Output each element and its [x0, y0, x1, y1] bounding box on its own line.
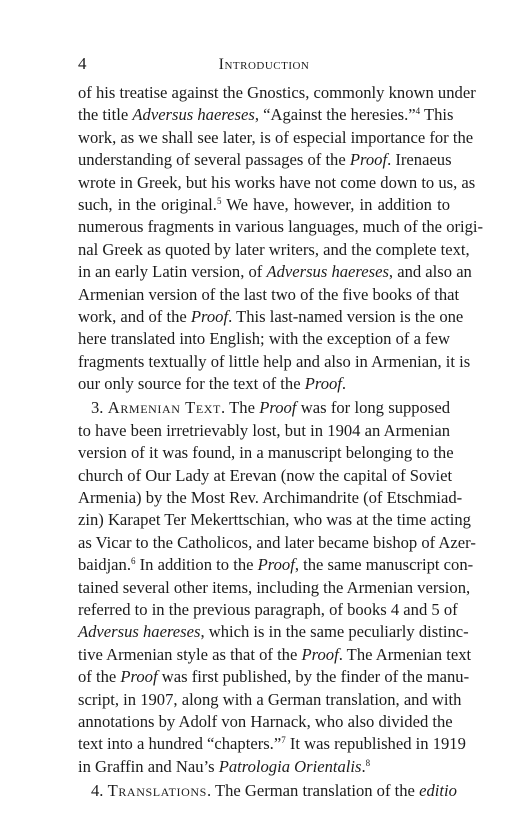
text-run: understanding of several passages of the: [78, 150, 350, 170]
text-run: work, as we shall see later, is of especial importance for the: [78, 127, 474, 147]
text-run: Proof: [301, 644, 339, 664]
text-run: Armenia) by the Most Rev. Archimandrite (of Etschmiad-: [78, 488, 463, 508]
text-run: We have, however, in addition to: [221, 194, 451, 214]
text-run: . Irenaeus: [387, 150, 452, 170]
text-line: [78, 756, 450, 778]
text-line: [78, 644, 472, 666]
text-line: [78, 442, 454, 464]
text-run: in Graffin and Nau’s: [78, 756, 219, 776]
text-line: [78, 733, 466, 755]
text-run: here translated into English; with the exception of a few: [78, 329, 450, 349]
footnote-marker: 4: [415, 106, 421, 117]
text-run: . This last-named version is the one: [228, 306, 464, 326]
text-run: numerous fragments in various languages, much of the origi-: [78, 217, 484, 237]
text-line: [78, 104, 454, 126]
text-run: .: [361, 756, 366, 776]
text-line: [78, 487, 463, 509]
text-run: to have been irretrievably lost, but in 1904 an Armenian: [78, 420, 450, 440]
text-line: [78, 127, 474, 149]
text-line: [78, 420, 450, 442]
text-line: [78, 172, 476, 194]
text-run: annotations by Adolf von Harnack, who also divided the: [78, 711, 453, 731]
page-number: 4: [78, 54, 87, 73]
text-run: version of it was found, in a manuscript belonging to the: [78, 443, 454, 463]
text-run: It was republished in 1919: [285, 734, 466, 754]
text-line: [78, 599, 458, 621]
text-run: Proof: [349, 150, 388, 170]
text-line: [78, 509, 471, 531]
text-run: This: [420, 105, 454, 125]
text-run: Adversus haereses: [132, 105, 255, 125]
text-run: church of Our Lady at Erevan (now the capital of Soviet: [78, 465, 453, 485]
text-line: [78, 373, 450, 395]
text-line: [78, 397, 450, 419]
text-run: of the: [78, 667, 121, 687]
text-run: Proof: [259, 398, 297, 418]
text-run: tive Armenian style as that of the: [78, 644, 302, 664]
text-run: .: [341, 374, 347, 394]
text-run: Proof: [190, 306, 229, 326]
text-line: [78, 194, 450, 216]
footnote-marker: 8: [365, 757, 371, 768]
text-run: fragments textually of little help and also in Armenian, it is: [78, 351, 471, 371]
section-heading: Armenian Text: [107, 398, 221, 418]
text-run: zin) Karapet Ter Mekerttschian, who was at the time acting: [78, 510, 471, 530]
text-line: [78, 621, 469, 643]
text-line: [78, 780, 457, 802]
text-run: , and also an: [388, 262, 472, 282]
text-line: [78, 711, 453, 733]
text-line: [78, 351, 471, 373]
text-run: was first published, by the finder of the manu-: [157, 667, 470, 687]
text-run: in an early Latin version, of: [78, 262, 267, 282]
text-run: In addition to the: [135, 555, 258, 575]
footnote-marker: 5: [216, 195, 222, 206]
text-run: 4.: [91, 781, 108, 801]
text-run: Adversus haereses: [266, 262, 389, 282]
text-line: [78, 82, 476, 104]
text-line: [78, 216, 484, 238]
text-run: our only source for the text of the: [78, 374, 305, 394]
text-run: , the same manuscript con-: [294, 555, 474, 575]
text-run: of his treatise against the Gnostics, commonly known under: [78, 83, 476, 102]
text-run: . The German translation of the: [206, 781, 420, 801]
text-run: referred to in the previous paragraph, of books 4 and 5 of: [78, 599, 458, 619]
text-line: [78, 532, 476, 554]
text-run: Patrologia Orientalis: [218, 756, 362, 776]
text-run: nal Greek as quoted by later writers, and the complete text,: [78, 239, 470, 259]
text-line: [78, 261, 472, 283]
text-run: script, in 1907, along with a German translation, and with: [78, 689, 462, 709]
text-line: [78, 465, 453, 487]
text-line: [78, 554, 474, 576]
text-run: . The Armenian text: [338, 644, 472, 664]
text-line: [78, 284, 460, 306]
text-run: Proof: [304, 374, 342, 394]
footnote-marker: 7: [281, 735, 286, 746]
text-run: work, and of the: [78, 306, 191, 326]
text-run: baidjan.: [78, 555, 131, 575]
text-run: , “Against the heresies.”: [254, 105, 416, 125]
text-run: text into a hundred “chapters.”: [78, 734, 282, 754]
text-run: as Vicar to the Catholicos, and later became bishop of Azer-: [78, 532, 476, 552]
text-run: Proof: [257, 555, 295, 575]
text-run: Armenian version of the last two of the five books of that: [78, 284, 460, 304]
running-head: Introduction: [218, 56, 310, 73]
text-line: [78, 666, 470, 688]
text-run: 3.: [91, 398, 108, 418]
text-run: Adversus haereses: [78, 622, 201, 642]
text-line: [78, 689, 462, 711]
text-run: such, in the original.: [78, 194, 217, 214]
text-run: editio: [419, 781, 457, 801]
footnote-marker: 6: [131, 556, 136, 567]
text-run: . The: [221, 398, 260, 418]
text-run: wrote in Greek, but his works have not come down to us, as: [78, 172, 476, 192]
text-line: [78, 577, 471, 599]
body-text: [78, 82, 484, 803]
text-run: was for long supposed: [296, 398, 451, 418]
text-line: [78, 149, 450, 171]
text-run: the title: [78, 105, 133, 125]
text-run: , which is in the same peculiarly distinc-: [200, 622, 469, 642]
text-line: [78, 239, 470, 261]
section-heading: Translations: [107, 781, 207, 801]
text-run: tained several other items, including the Armenian version,: [78, 577, 471, 597]
text-line: [78, 306, 464, 328]
text-line: [78, 328, 450, 350]
text-run: Proof: [120, 667, 158, 687]
page-header: [78, 54, 450, 76]
